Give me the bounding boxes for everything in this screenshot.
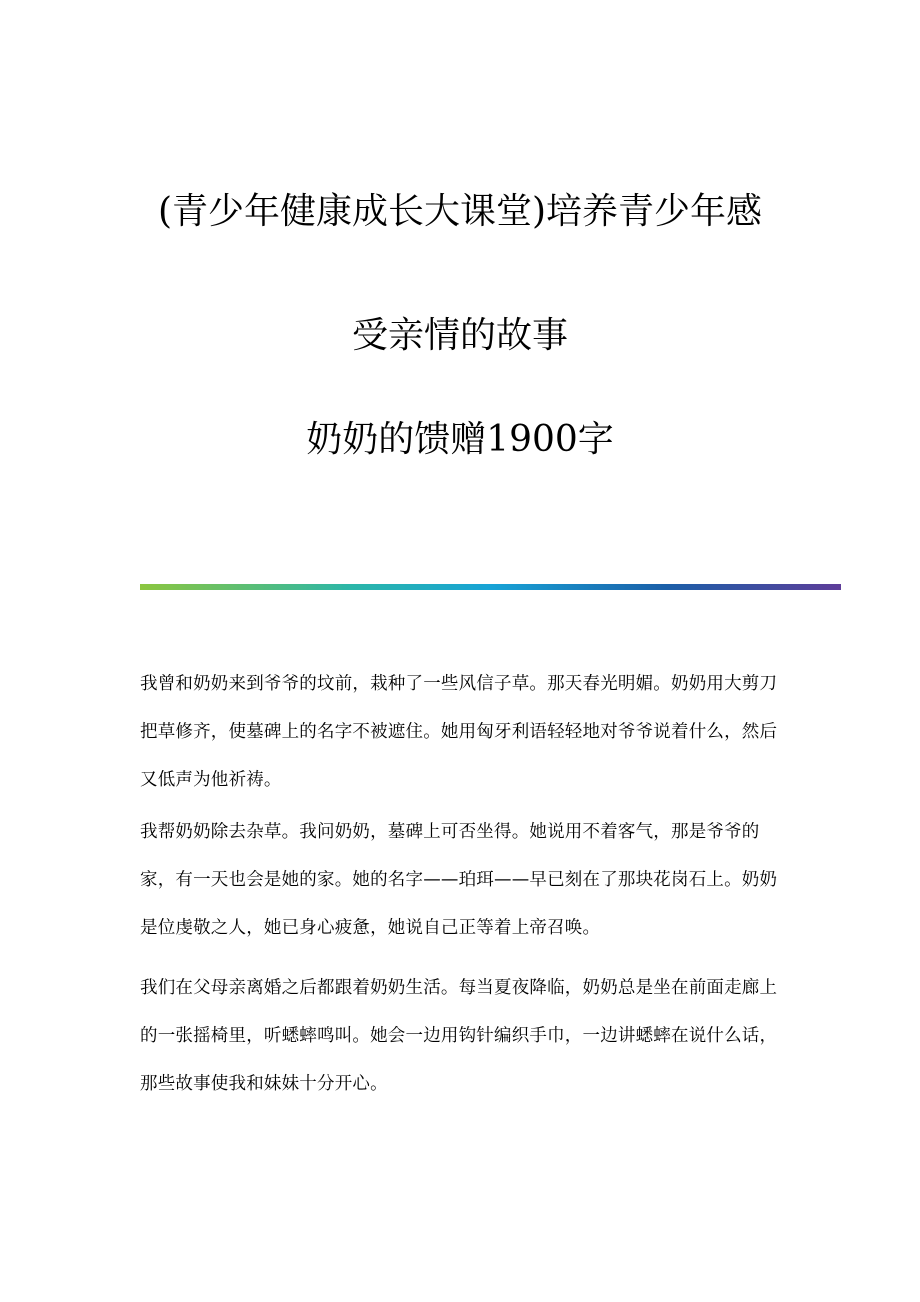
paragraph-1: 我曾和奶奶来到爷爷的坟前，栽种了一些风信子草。那天春光明媚。奶奶用大剪刀把草修齐，使墓碑上的名字不被遮住。她用匈牙利语轻轻地对爷爷说着什么，然后又低声为他祈祷。 xyxy=(140,674,778,790)
paragraph-2: 我帮奶奶除去杂草。我问奶奶，墓碑上可否坐得。她说用不着客气，那是爷爷的家，有一天也会是她的家。她的名字——珀珥——早已刻在了那块花岗石上。奶奶是位虔敬之人，她已身心疲惫，她说自己正等着上帝召唤。 xyxy=(140,822,778,938)
gradient-divider xyxy=(140,584,841,590)
paragraph-3: 我们在父母亲离婚之后都跟着奶奶生活。每当夏夜降临，奶奶总是坐在前面走廊上的一张摇椅里，听蟋蟀鸣叫。她会一边用钩针编织手巾，一边讲蟋蟀在说什么话，那些故事使我和妹妹十分开心。 xyxy=(140,978,778,1094)
document-title-line-1: (青少年健康成长大课堂)培养青少年感 xyxy=(157,191,763,232)
document-title-line-2: 受亲情的故事 xyxy=(351,315,568,356)
document-subtitle: 奶奶的馈赠1900字 xyxy=(306,419,614,460)
